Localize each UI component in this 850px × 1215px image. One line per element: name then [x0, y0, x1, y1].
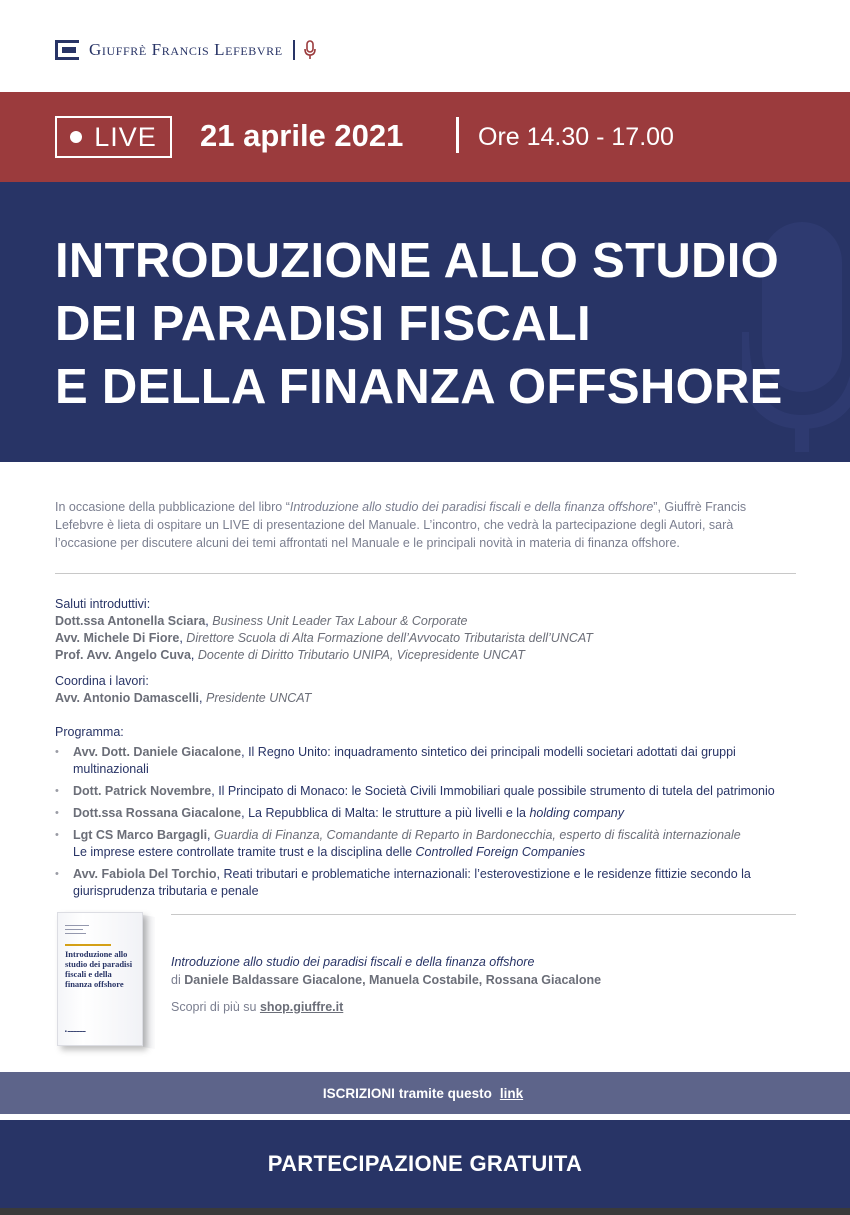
intro-text: In occasione della pubblicazione del libro “: [55, 500, 290, 514]
speaker-name: Dott.ssa Antonella Sciara: [55, 614, 206, 628]
shop-row: [171, 998, 601, 1016]
speaker-name: Avv. Michele Di Fiore: [55, 631, 180, 645]
book-shadow: [143, 915, 155, 1049]
program-topic-italic: holding company: [529, 806, 624, 820]
free-participation-label: PARTECIPAZIONE GRATUITA: [267, 1151, 583, 1176]
divider: [55, 573, 796, 574]
greeting-row: Dott.ssa Antonella Sciara, Business Unit Leader Tax Labour & Corporate: [55, 614, 468, 628]
program-topic: Reati tributari e problematiche internazionali: l’esterovestizione e le residenze fittizie secondo la giurisprudenza tributaria e penale: [73, 867, 751, 898]
registration-link[interactable]: link: [499, 1085, 524, 1101]
logo-text: Giuffrè Francis Lefebvre: [89, 40, 283, 59]
program-topic: Il Principato di Monaco: le Società Civili Immobiliari quale possibile strumento di tutela del patrimonio: [218, 784, 775, 798]
program-speaker: Dott.ssa Rossana Giacalone: [73, 806, 242, 820]
title-banner: [0, 182, 850, 462]
intro-text: ”, Giuffrè Francis Lefebvre è lieta di ospitare un LIVE di presentazione del Manuale. L’incontro, che vedrà la partecipazione degli Autori, sarà l’occasione per discutere alcuni dei temi affrontati nel Manuale e le principali novità in materia di finanza offshore.: [55, 500, 747, 550]
moderator-row: Avv. Antonio Damascelli, Presidente UNCAT: [55, 691, 312, 705]
program-topic: Le imprese estere controllate tramite trust e la disciplina delle: [73, 845, 416, 859]
event-time: Ore 14.30 - 17.00: [478, 123, 674, 151]
shop-prefix: Scopri di più su: [171, 1000, 257, 1014]
program-speaker-role: Guardia di Finanza, Comandante di Reparto in Bardonecchia, esperto di fiscalità internazionale: [214, 828, 741, 842]
book-cover[interactable]: [57, 912, 143, 1046]
speaker-role: Business Unit Leader Tax Labour & Corporate: [212, 614, 468, 628]
book-authors: Daniele Baldassare Giacalone, Manuela Costabile, Rossana Giacalone: [184, 973, 602, 987]
program-speaker: Lgt CS Marco Bargagli: [73, 828, 208, 842]
program-item: • Lgt CS Marco Bargagli, Guardia di Finanza, Comandante di Reparto in Bardonecchia, esperto di fiscalità internazionale Le imprese estere controllate tramite trust e la disciplina delle Controlled Foreign Companies: [55, 827, 805, 861]
title-line: DEI PARADISI FISCALI: [55, 297, 591, 351]
program-speaker: Avv. Fabiola Del Torchio: [73, 867, 217, 881]
title-line: INTRODUZIONE ALLO STUDIO: [55, 234, 780, 288]
logo-mark-icon: [55, 40, 79, 60]
registration-text: tramite questo: [398, 1085, 492, 1101]
speaker-name: Prof. Avv. Angelo Cuva: [55, 648, 191, 662]
live-badge: [55, 116, 172, 158]
program-topic-italic: Controlled Foreign Companies: [415, 845, 586, 859]
title-line: E DELLA FINANZA OFFSHORE: [55, 360, 783, 414]
book-authors-row: [171, 971, 601, 989]
book-cover-title: Introduzione allo studio dei paradisi fiscali e della finanza offshore: [65, 949, 133, 989]
free-participation-banner: [0, 1120, 850, 1208]
header: [0, 0, 850, 92]
book-title: Introduzione allo studio dei paradisi fiscali e della finanza offshore: [171, 955, 535, 969]
brand-logo[interactable]: [55, 40, 317, 60]
program-speaker: Dott. Patrick Novembre: [73, 784, 212, 798]
divider: [171, 914, 796, 915]
shop-link[interactable]: shop.giuffre.it: [259, 1000, 344, 1014]
moderator-name: Avv. Antonio Damascelli: [55, 691, 200, 705]
greeting-row: Avv. Michele Di Fiore, Direttore Scuola di Alta Formazione dell’Avvocato Tributarista dell’UNCAT: [55, 631, 593, 645]
microphone-icon: [303, 40, 317, 60]
live-dot-icon: [70, 131, 82, 143]
event-date: 21 aprile 2021: [200, 118, 404, 153]
book-by: di: [171, 973, 181, 987]
program-section: [55, 724, 805, 905]
book-cover-header: ▬▬▬▬▬▬▬▬ ▬▬▬▬▬▬ ▬▬▬▬▬▬▬: [65, 923, 89, 935]
greetings-label: Saluti introduttivi:: [55, 597, 151, 611]
program-speaker: Avv. Dott. Daniele Giacalone: [73, 745, 242, 759]
logo-divider: [293, 40, 295, 60]
page-title: [55, 230, 783, 419]
program-list: [55, 744, 805, 900]
book-info: [171, 953, 601, 1016]
greetings-section: [55, 596, 593, 664]
moderator-section: [55, 673, 311, 707]
book-cover-bar: [65, 944, 111, 946]
registration-bar: [0, 1072, 850, 1114]
intro-book-title: Introduzione allo studio dei paradisi fiscali e della finanza offshore: [289, 500, 654, 514]
intro-paragraph: [55, 498, 795, 552]
program-label: Programma:: [55, 725, 124, 739]
program-item: • Dott. Patrick Novembre, Il Principato di Monaco: le Società Civili Immobiliari quale possibile strumento di tutela del patrimonio: [55, 783, 805, 800]
live-banner: [0, 92, 850, 182]
moderator-label: Coordina i lavori:: [55, 674, 149, 688]
program-topic: La Repubblica di Malta: le strutture a più livelli e la: [248, 806, 530, 820]
bottom-strip: [0, 1208, 850, 1215]
speaker-role: Docente di Diritto Tributario UNIPA, Vicepresidente UNCAT: [197, 648, 525, 662]
date-divider: [456, 117, 459, 153]
program-item: • Avv. Dott. Daniele Giacalone, Il Regno Unito: inquadramento sintetico dei principali modelli societari adottati dai gruppi multinazionali: [55, 744, 805, 778]
program-topic: Il Regno Unito: inquadramento sintetico dei principali modelli societari adottati dai gruppi multinazionali: [73, 745, 736, 776]
live-badge-label: LIVE: [94, 121, 157, 152]
greeting-row: Prof. Avv. Angelo Cuva, Docente di Diritto Tributario UNIPA, Vicepresidente UNCAT: [55, 648, 525, 662]
book-cover-logo: ■ ▬▬▬▬▬▬: [65, 1029, 86, 1033]
program-item: • Dott.ssa Rossana Giacalone, La Repubblica di Malta: le strutture a più livelli e la holding company: [55, 805, 805, 822]
registration-label: ISCRIZIONI: [322, 1085, 395, 1101]
moderator-role: Presidente UNCAT: [205, 691, 312, 705]
program-item: • Avv. Fabiola Del Torchio, Reati tributari e problematiche internazionali: l’esterovestizione e le residenze fittizie secondo la giurisprudenza tributaria e penale: [55, 866, 805, 900]
speaker-role: Direttore Scuola di Alta Formazione dell’Avvocato Tributarista dell’UNCAT: [186, 631, 593, 645]
